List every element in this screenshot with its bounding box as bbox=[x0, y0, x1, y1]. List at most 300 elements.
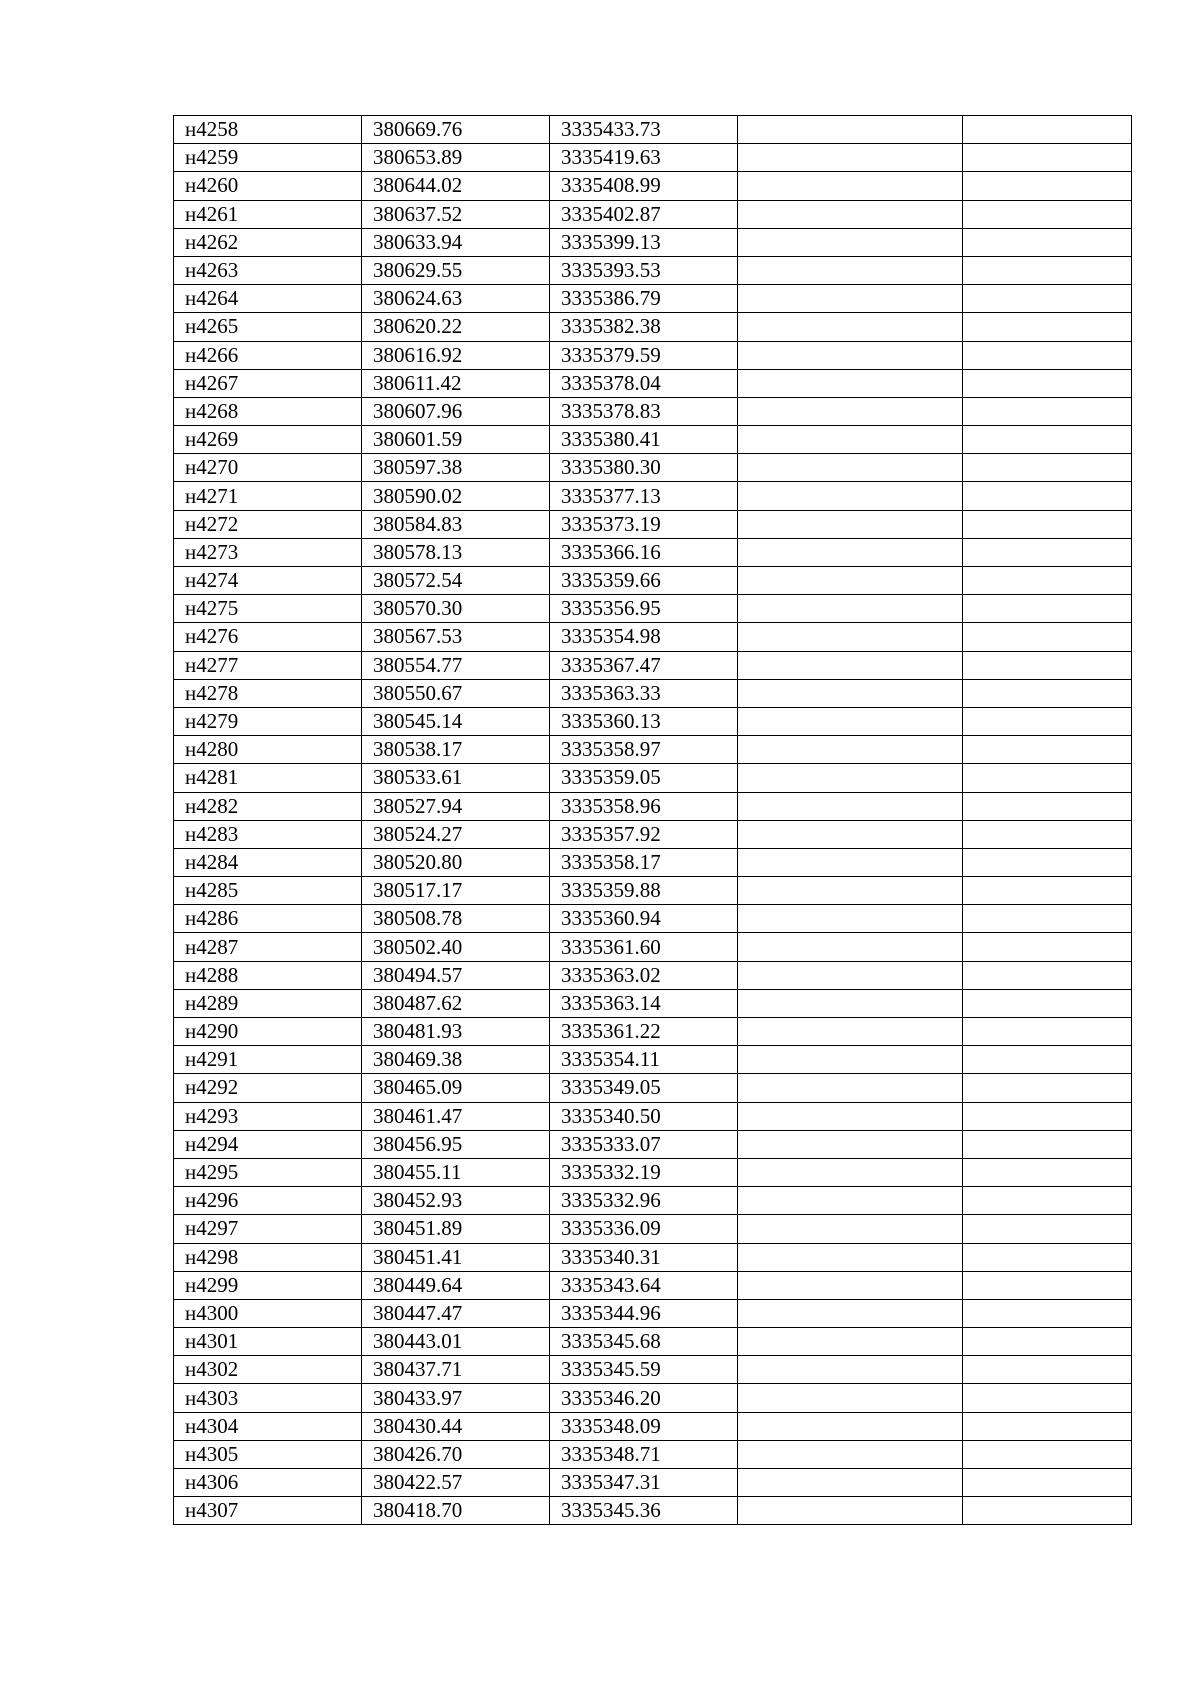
point-id-cell: н4272 bbox=[174, 510, 362, 538]
empty-cell-4 bbox=[738, 538, 963, 566]
table-row bbox=[174, 792, 1132, 820]
empty-cell-5 bbox=[963, 1130, 1132, 1158]
x-coordinate-cell: 380567.53 bbox=[362, 623, 550, 651]
y-coordinate-cell: 3335359.05 bbox=[550, 764, 738, 792]
empty-cell-5 bbox=[963, 792, 1132, 820]
table-row bbox=[174, 313, 1132, 341]
y-coordinate-cell: 3335408.99 bbox=[550, 172, 738, 200]
x-coordinate-cell: 380430.44 bbox=[362, 1412, 550, 1440]
y-coordinate-cell: 3335393.53 bbox=[550, 256, 738, 284]
point-id-cell: н4269 bbox=[174, 426, 362, 454]
x-coordinate-cell: 380629.55 bbox=[362, 256, 550, 284]
empty-cell-4 bbox=[738, 764, 963, 792]
empty-cell-4 bbox=[738, 679, 963, 707]
empty-cell-4 bbox=[738, 1497, 963, 1525]
y-coordinate-cell: 3335360.13 bbox=[550, 707, 738, 735]
x-coordinate-cell: 380461.47 bbox=[362, 1102, 550, 1130]
empty-cell-5 bbox=[963, 1497, 1132, 1525]
empty-cell-4 bbox=[738, 369, 963, 397]
point-id-cell: н4299 bbox=[174, 1271, 362, 1299]
y-coordinate-cell: 3335360.94 bbox=[550, 905, 738, 933]
y-coordinate-cell: 3335361.22 bbox=[550, 1018, 738, 1046]
x-coordinate-cell: 380422.57 bbox=[362, 1469, 550, 1497]
x-coordinate-cell: 380451.41 bbox=[362, 1243, 550, 1271]
table-row bbox=[174, 1243, 1132, 1271]
point-id-cell: н4263 bbox=[174, 256, 362, 284]
empty-cell-4 bbox=[738, 1243, 963, 1271]
table-row bbox=[174, 1440, 1132, 1468]
empty-cell-5 bbox=[963, 426, 1132, 454]
point-id-cell: н4298 bbox=[174, 1243, 362, 1271]
table-row bbox=[174, 1469, 1132, 1497]
table-row bbox=[174, 764, 1132, 792]
empty-cell-4 bbox=[738, 116, 963, 144]
table-row bbox=[174, 285, 1132, 313]
empty-cell-4 bbox=[738, 426, 963, 454]
empty-cell-4 bbox=[738, 200, 963, 228]
x-coordinate-cell: 380644.02 bbox=[362, 172, 550, 200]
y-coordinate-cell: 3335336.09 bbox=[550, 1215, 738, 1243]
x-coordinate-cell: 380601.59 bbox=[362, 426, 550, 454]
empty-cell-4 bbox=[738, 397, 963, 425]
empty-cell-4 bbox=[738, 1469, 963, 1497]
empty-cell-4 bbox=[738, 933, 963, 961]
point-id-cell: н4277 bbox=[174, 651, 362, 679]
point-id-cell: н4262 bbox=[174, 228, 362, 256]
empty-cell-4 bbox=[738, 1130, 963, 1158]
empty-cell-4 bbox=[738, 1440, 963, 1468]
point-id-cell: н4303 bbox=[174, 1384, 362, 1412]
empty-cell-5 bbox=[963, 1356, 1132, 1384]
empty-cell-5 bbox=[963, 1046, 1132, 1074]
y-coordinate-cell: 3335347.31 bbox=[550, 1469, 738, 1497]
table-row bbox=[174, 172, 1132, 200]
table-row bbox=[174, 1356, 1132, 1384]
point-id-cell: н4276 bbox=[174, 623, 362, 651]
y-coordinate-cell: 3335382.38 bbox=[550, 313, 738, 341]
empty-cell-4 bbox=[738, 792, 963, 820]
y-coordinate-cell: 3335354.11 bbox=[550, 1046, 738, 1074]
empty-cell-5 bbox=[963, 1158, 1132, 1186]
point-id-cell: н4289 bbox=[174, 989, 362, 1017]
empty-cell-5 bbox=[963, 1187, 1132, 1215]
empty-cell-5 bbox=[963, 1412, 1132, 1440]
x-coordinate-cell: 380465.09 bbox=[362, 1074, 550, 1102]
point-id-cell: н4266 bbox=[174, 341, 362, 369]
empty-cell-4 bbox=[738, 1215, 963, 1243]
point-id-cell: н4284 bbox=[174, 848, 362, 876]
empty-cell-5 bbox=[963, 1271, 1132, 1299]
x-coordinate-cell: 380433.97 bbox=[362, 1384, 550, 1412]
table-row bbox=[174, 736, 1132, 764]
point-id-cell: н4268 bbox=[174, 397, 362, 425]
empty-cell-5 bbox=[963, 116, 1132, 144]
table-row bbox=[174, 1102, 1132, 1130]
point-id-cell: н4296 bbox=[174, 1187, 362, 1215]
y-coordinate-cell: 3335367.47 bbox=[550, 651, 738, 679]
y-coordinate-cell: 3335373.19 bbox=[550, 510, 738, 538]
empty-cell-4 bbox=[738, 1187, 963, 1215]
empty-cell-5 bbox=[963, 1018, 1132, 1046]
y-coordinate-cell: 3335363.02 bbox=[550, 961, 738, 989]
empty-cell-5 bbox=[963, 1102, 1132, 1130]
empty-cell-5 bbox=[963, 1328, 1132, 1356]
empty-cell-5 bbox=[963, 172, 1132, 200]
x-coordinate-cell: 380545.14 bbox=[362, 707, 550, 735]
table-row bbox=[174, 848, 1132, 876]
empty-cell-5 bbox=[963, 595, 1132, 623]
table-row bbox=[174, 905, 1132, 933]
empty-cell-5 bbox=[963, 200, 1132, 228]
empty-cell-4 bbox=[738, 228, 963, 256]
point-id-cell: н4291 bbox=[174, 1046, 362, 1074]
empty-cell-4 bbox=[738, 820, 963, 848]
y-coordinate-cell: 3335363.33 bbox=[550, 679, 738, 707]
empty-cell-5 bbox=[963, 454, 1132, 482]
table-row bbox=[174, 510, 1132, 538]
x-coordinate-cell: 380616.92 bbox=[362, 341, 550, 369]
point-id-cell: н4267 bbox=[174, 369, 362, 397]
table-row bbox=[174, 1299, 1132, 1327]
point-id-cell: н4278 bbox=[174, 679, 362, 707]
point-id-cell: н4283 bbox=[174, 820, 362, 848]
empty-cell-4 bbox=[738, 961, 963, 989]
table-row bbox=[174, 144, 1132, 172]
y-coordinate-cell: 3335348.09 bbox=[550, 1412, 738, 1440]
x-coordinate-cell: 380426.70 bbox=[362, 1440, 550, 1468]
table-row bbox=[174, 623, 1132, 651]
empty-cell-5 bbox=[963, 961, 1132, 989]
x-coordinate-cell: 380633.94 bbox=[362, 228, 550, 256]
x-coordinate-cell: 380520.80 bbox=[362, 848, 550, 876]
point-id-cell: н4290 bbox=[174, 1018, 362, 1046]
y-coordinate-cell: 3335345.36 bbox=[550, 1497, 738, 1525]
point-id-cell: н4293 bbox=[174, 1102, 362, 1130]
empty-cell-4 bbox=[738, 707, 963, 735]
empty-cell-5 bbox=[963, 567, 1132, 595]
empty-cell-5 bbox=[963, 369, 1132, 397]
x-coordinate-cell: 380452.93 bbox=[362, 1187, 550, 1215]
table-row bbox=[174, 1497, 1132, 1525]
y-coordinate-cell: 3335402.87 bbox=[550, 200, 738, 228]
y-coordinate-cell: 3335380.30 bbox=[550, 454, 738, 482]
empty-cell-4 bbox=[738, 1074, 963, 1102]
point-id-cell: н4306 bbox=[174, 1469, 362, 1497]
y-coordinate-cell: 3335358.17 bbox=[550, 848, 738, 876]
x-coordinate-cell: 380418.70 bbox=[362, 1497, 550, 1525]
table-row bbox=[174, 961, 1132, 989]
y-coordinate-cell: 3335361.60 bbox=[550, 933, 738, 961]
x-coordinate-cell: 380437.71 bbox=[362, 1356, 550, 1384]
point-id-cell: н4280 bbox=[174, 736, 362, 764]
empty-cell-5 bbox=[963, 341, 1132, 369]
y-coordinate-cell: 3335348.71 bbox=[550, 1440, 738, 1468]
table-row bbox=[174, 1271, 1132, 1299]
empty-cell-5 bbox=[963, 1074, 1132, 1102]
point-id-cell: н4260 bbox=[174, 172, 362, 200]
empty-cell-4 bbox=[738, 595, 963, 623]
y-coordinate-cell: 3335332.19 bbox=[550, 1158, 738, 1186]
x-coordinate-cell: 380611.42 bbox=[362, 369, 550, 397]
x-coordinate-cell: 380533.61 bbox=[362, 764, 550, 792]
x-coordinate-cell: 380637.52 bbox=[362, 200, 550, 228]
empty-cell-4 bbox=[738, 313, 963, 341]
table-row bbox=[174, 707, 1132, 735]
point-id-cell: н4279 bbox=[174, 707, 362, 735]
y-coordinate-cell: 3335356.95 bbox=[550, 595, 738, 623]
empty-cell-4 bbox=[738, 1271, 963, 1299]
empty-cell-5 bbox=[963, 144, 1132, 172]
y-coordinate-cell: 3335378.83 bbox=[550, 397, 738, 425]
table-row bbox=[174, 200, 1132, 228]
y-coordinate-cell: 3335332.96 bbox=[550, 1187, 738, 1215]
y-coordinate-cell: 3335358.96 bbox=[550, 792, 738, 820]
table-row bbox=[174, 933, 1132, 961]
table-row bbox=[174, 538, 1132, 566]
x-coordinate-cell: 380607.96 bbox=[362, 397, 550, 425]
empty-cell-4 bbox=[738, 1046, 963, 1074]
y-coordinate-cell: 3335359.66 bbox=[550, 567, 738, 595]
table-row bbox=[174, 1215, 1132, 1243]
empty-cell-4 bbox=[738, 623, 963, 651]
x-coordinate-cell: 380527.94 bbox=[362, 792, 550, 820]
empty-cell-5 bbox=[963, 820, 1132, 848]
empty-cell-5 bbox=[963, 228, 1132, 256]
table-row bbox=[174, 1158, 1132, 1186]
table-row bbox=[174, 1328, 1132, 1356]
x-coordinate-cell: 380508.78 bbox=[362, 905, 550, 933]
point-id-cell: н4287 bbox=[174, 933, 362, 961]
point-id-cell: н4301 bbox=[174, 1328, 362, 1356]
x-coordinate-cell: 380653.89 bbox=[362, 144, 550, 172]
point-id-cell: н4292 bbox=[174, 1074, 362, 1102]
empty-cell-4 bbox=[738, 172, 963, 200]
table-row bbox=[174, 1018, 1132, 1046]
empty-cell-5 bbox=[963, 1384, 1132, 1412]
empty-cell-4 bbox=[738, 1299, 963, 1327]
x-coordinate-cell: 380570.30 bbox=[362, 595, 550, 623]
y-coordinate-cell: 3335399.13 bbox=[550, 228, 738, 256]
table-row bbox=[174, 1074, 1132, 1102]
table-row bbox=[174, 1187, 1132, 1215]
empty-cell-4 bbox=[738, 1412, 963, 1440]
point-id-cell: н4297 bbox=[174, 1215, 362, 1243]
point-id-cell: н4302 bbox=[174, 1356, 362, 1384]
point-id-cell: н4300 bbox=[174, 1299, 362, 1327]
table-row bbox=[174, 482, 1132, 510]
empty-cell-5 bbox=[963, 510, 1132, 538]
point-id-cell: н4285 bbox=[174, 877, 362, 905]
empty-cell-4 bbox=[738, 144, 963, 172]
x-coordinate-cell: 380554.77 bbox=[362, 651, 550, 679]
x-coordinate-cell: 380443.01 bbox=[362, 1328, 550, 1356]
x-coordinate-cell: 380469.38 bbox=[362, 1046, 550, 1074]
y-coordinate-cell: 3335354.98 bbox=[550, 623, 738, 651]
x-coordinate-cell: 380502.40 bbox=[362, 933, 550, 961]
table-row bbox=[174, 454, 1132, 482]
y-coordinate-cell: 3335340.31 bbox=[550, 1243, 738, 1271]
y-coordinate-cell: 3335346.20 bbox=[550, 1384, 738, 1412]
x-coordinate-cell: 380590.02 bbox=[362, 482, 550, 510]
x-coordinate-cell: 380624.63 bbox=[362, 285, 550, 313]
x-coordinate-cell: 380578.13 bbox=[362, 538, 550, 566]
y-coordinate-cell: 3335380.41 bbox=[550, 426, 738, 454]
table-row bbox=[174, 595, 1132, 623]
table-row bbox=[174, 1412, 1132, 1440]
table-row bbox=[174, 1130, 1132, 1158]
point-id-cell: н4270 bbox=[174, 454, 362, 482]
empty-cell-5 bbox=[963, 736, 1132, 764]
empty-cell-4 bbox=[738, 510, 963, 538]
point-id-cell: н4271 bbox=[174, 482, 362, 510]
point-id-cell: н4274 bbox=[174, 567, 362, 595]
point-id-cell: н4282 bbox=[174, 792, 362, 820]
empty-cell-4 bbox=[738, 256, 963, 284]
empty-cell-5 bbox=[963, 679, 1132, 707]
point-id-cell: н4304 bbox=[174, 1412, 362, 1440]
x-coordinate-cell: 380538.17 bbox=[362, 736, 550, 764]
empty-cell-5 bbox=[963, 313, 1132, 341]
empty-cell-5 bbox=[963, 1299, 1132, 1327]
empty-cell-4 bbox=[738, 1158, 963, 1186]
y-coordinate-cell: 3335345.68 bbox=[550, 1328, 738, 1356]
point-id-cell: н4258 bbox=[174, 116, 362, 144]
x-coordinate-cell: 380620.22 bbox=[362, 313, 550, 341]
x-coordinate-cell: 380517.17 bbox=[362, 877, 550, 905]
y-coordinate-cell: 3335340.50 bbox=[550, 1102, 738, 1130]
empty-cell-4 bbox=[738, 989, 963, 1017]
point-id-cell: н4265 bbox=[174, 313, 362, 341]
empty-cell-4 bbox=[738, 651, 963, 679]
empty-cell-5 bbox=[963, 651, 1132, 679]
x-coordinate-cell: 380494.57 bbox=[362, 961, 550, 989]
x-coordinate-cell: 380524.27 bbox=[362, 820, 550, 848]
y-coordinate-cell: 3335366.16 bbox=[550, 538, 738, 566]
empty-cell-5 bbox=[963, 397, 1132, 425]
y-coordinate-cell: 3335419.63 bbox=[550, 144, 738, 172]
empty-cell-5 bbox=[963, 989, 1132, 1017]
empty-cell-5 bbox=[963, 848, 1132, 876]
empty-cell-4 bbox=[738, 905, 963, 933]
x-coordinate-cell: 380550.67 bbox=[362, 679, 550, 707]
empty-cell-5 bbox=[963, 933, 1132, 961]
empty-cell-5 bbox=[963, 482, 1132, 510]
table-row bbox=[174, 228, 1132, 256]
x-coordinate-cell: 380451.89 bbox=[362, 1215, 550, 1243]
empty-cell-4 bbox=[738, 567, 963, 595]
table-row bbox=[174, 567, 1132, 595]
y-coordinate-cell: 3335343.64 bbox=[550, 1271, 738, 1299]
empty-cell-4 bbox=[738, 1384, 963, 1412]
empty-cell-4 bbox=[738, 454, 963, 482]
empty-cell-4 bbox=[738, 482, 963, 510]
coordinates-table-body bbox=[174, 116, 1132, 1525]
y-coordinate-cell: 3335377.13 bbox=[550, 482, 738, 510]
y-coordinate-cell: 3335386.79 bbox=[550, 285, 738, 313]
table-row bbox=[174, 877, 1132, 905]
empty-cell-5 bbox=[963, 1469, 1132, 1497]
empty-cell-5 bbox=[963, 285, 1132, 313]
y-coordinate-cell: 3335357.92 bbox=[550, 820, 738, 848]
y-coordinate-cell: 3335349.05 bbox=[550, 1074, 738, 1102]
x-coordinate-cell: 380456.95 bbox=[362, 1130, 550, 1158]
empty-cell-5 bbox=[963, 764, 1132, 792]
y-coordinate-cell: 3335433.73 bbox=[550, 116, 738, 144]
table-row bbox=[174, 1046, 1132, 1074]
empty-cell-4 bbox=[738, 736, 963, 764]
point-id-cell: н4275 bbox=[174, 595, 362, 623]
point-id-cell: н4307 bbox=[174, 1497, 362, 1525]
empty-cell-4 bbox=[738, 1018, 963, 1046]
table-row bbox=[174, 341, 1132, 369]
point-id-cell: н4261 bbox=[174, 200, 362, 228]
point-id-cell: н4294 bbox=[174, 1130, 362, 1158]
table-row bbox=[174, 397, 1132, 425]
coordinates-table bbox=[173, 115, 1132, 1525]
empty-cell-4 bbox=[738, 285, 963, 313]
table-row bbox=[174, 820, 1132, 848]
point-id-cell: н4264 bbox=[174, 285, 362, 313]
empty-cell-5 bbox=[963, 256, 1132, 284]
y-coordinate-cell: 3335378.04 bbox=[550, 369, 738, 397]
y-coordinate-cell: 3335379.59 bbox=[550, 341, 738, 369]
empty-cell-4 bbox=[738, 1328, 963, 1356]
x-coordinate-cell: 380481.93 bbox=[362, 1018, 550, 1046]
empty-cell-4 bbox=[738, 1356, 963, 1384]
x-coordinate-cell: 380487.62 bbox=[362, 989, 550, 1017]
x-coordinate-cell: 380572.54 bbox=[362, 567, 550, 595]
x-coordinate-cell: 380669.76 bbox=[362, 116, 550, 144]
point-id-cell: н4281 bbox=[174, 764, 362, 792]
empty-cell-5 bbox=[963, 905, 1132, 933]
point-id-cell: н4286 bbox=[174, 905, 362, 933]
table-row bbox=[174, 426, 1132, 454]
empty-cell-5 bbox=[963, 1440, 1132, 1468]
point-id-cell: н4288 bbox=[174, 961, 362, 989]
empty-cell-4 bbox=[738, 341, 963, 369]
empty-cell-5 bbox=[963, 1243, 1132, 1271]
x-coordinate-cell: 380455.11 bbox=[362, 1158, 550, 1186]
empty-cell-4 bbox=[738, 848, 963, 876]
table-row bbox=[174, 651, 1132, 679]
y-coordinate-cell: 3335333.07 bbox=[550, 1130, 738, 1158]
empty-cell-5 bbox=[963, 538, 1132, 566]
table-row bbox=[174, 679, 1132, 707]
x-coordinate-cell: 380447.47 bbox=[362, 1299, 550, 1327]
empty-cell-5 bbox=[963, 623, 1132, 651]
empty-cell-5 bbox=[963, 1215, 1132, 1243]
x-coordinate-cell: 380449.64 bbox=[362, 1271, 550, 1299]
table-row bbox=[174, 1384, 1132, 1412]
y-coordinate-cell: 3335359.88 bbox=[550, 877, 738, 905]
point-id-cell: н4295 bbox=[174, 1158, 362, 1186]
empty-cell-4 bbox=[738, 1102, 963, 1130]
point-id-cell: н4273 bbox=[174, 538, 362, 566]
table-row bbox=[174, 369, 1132, 397]
empty-cell-4 bbox=[738, 877, 963, 905]
table-row bbox=[174, 256, 1132, 284]
x-coordinate-cell: 380584.83 bbox=[362, 510, 550, 538]
empty-cell-5 bbox=[963, 877, 1132, 905]
point-id-cell: н4259 bbox=[174, 144, 362, 172]
y-coordinate-cell: 3335345.59 bbox=[550, 1356, 738, 1384]
empty-cell-5 bbox=[963, 707, 1132, 735]
table-row bbox=[174, 989, 1132, 1017]
y-coordinate-cell: 3335358.97 bbox=[550, 736, 738, 764]
y-coordinate-cell: 3335363.14 bbox=[550, 989, 738, 1017]
table-row bbox=[174, 116, 1132, 144]
point-id-cell: н4305 bbox=[174, 1440, 362, 1468]
